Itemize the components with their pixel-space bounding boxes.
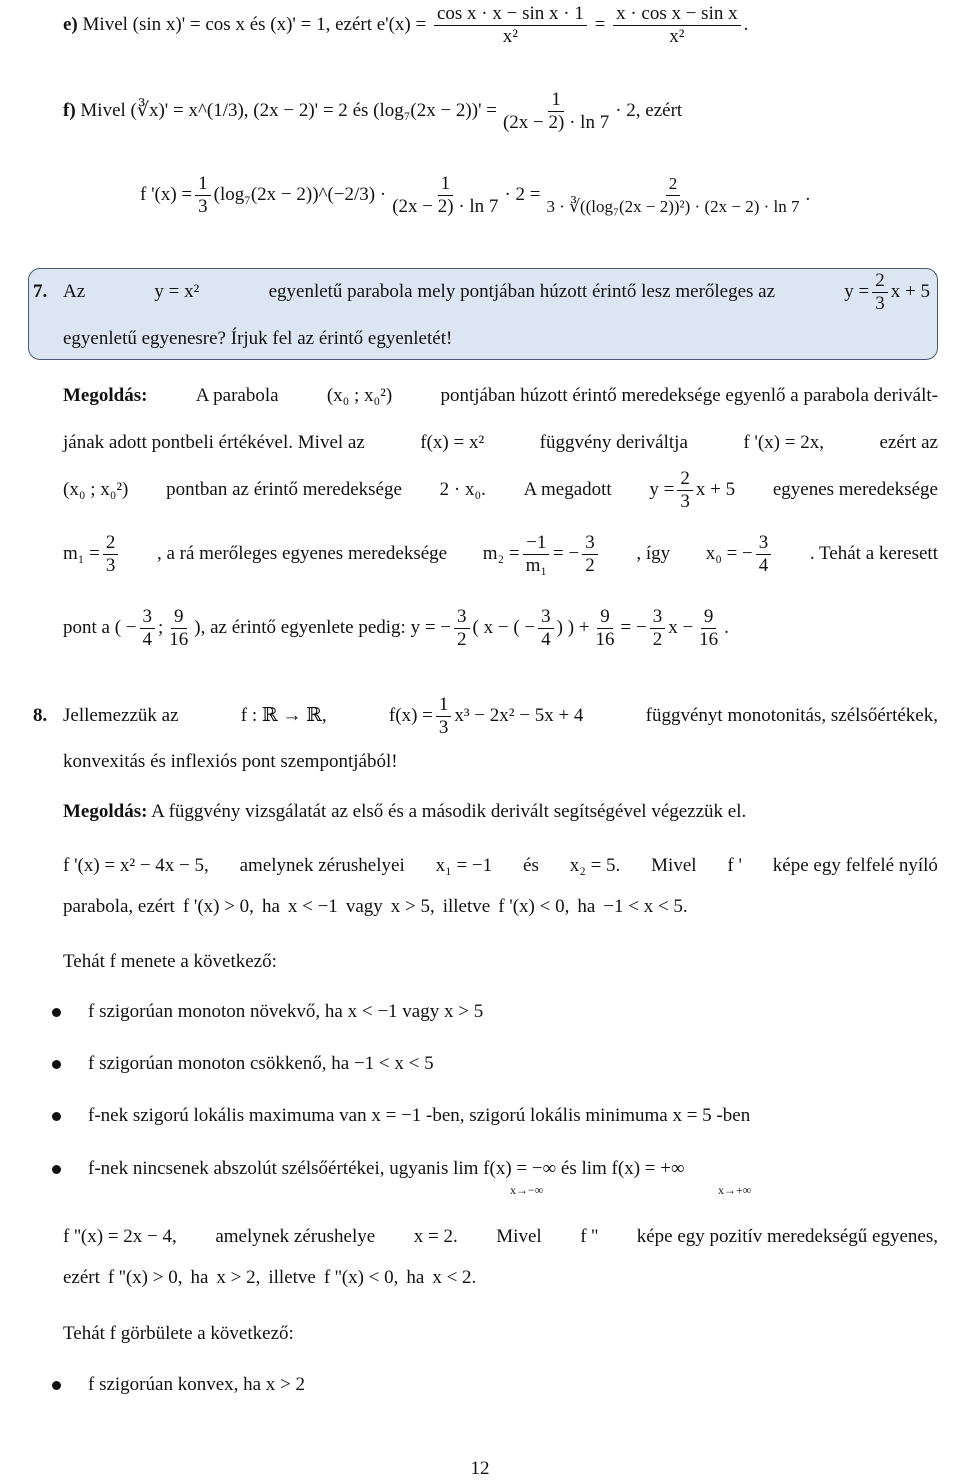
problem-7-text-a: Az	[63, 281, 86, 302]
fraction-numerator: −1	[523, 532, 549, 555]
solution-7-eq-rhs: x + 5	[695, 479, 736, 500]
solution-7-fraction	[756, 532, 772, 577]
solution-8-text: ha	[406, 1267, 425, 1288]
solution-7-x0: x₀ = −	[705, 543, 753, 564]
first-derivative: f '(x) = x² − 4x − 5,	[63, 855, 209, 876]
problem-7-line-eq-rhs: x + 5	[890, 281, 930, 302]
f-double-prime-symbol: f ''	[580, 1226, 599, 1247]
curvature-heading: Tehát f görbülete a következő:	[63, 1323, 294, 1344]
monotone-bullet-2: f szigorúan monoton csökkenő, ha −1 < x < 5	[88, 1053, 434, 1074]
fraction-numerator: 9	[597, 606, 613, 629]
solution-7-slope: 2 · x₀.	[439, 479, 486, 500]
second-derivative: f ''(x) = 2x − 4,	[63, 1226, 177, 1247]
monotone-bullet-4: f-nek nincsenek abszolút szélsőértékei, ugyanis lim f(x) = −∞ és lim f(x) = +∞	[88, 1158, 685, 1179]
solution-7-line-1	[63, 380, 938, 412]
fraction-numerator: x · cos x − sin x	[613, 3, 741, 26]
solution-7-fraction	[696, 606, 721, 651]
bullet-icon	[52, 1112, 61, 1121]
page-number: 12	[470, 1458, 490, 1479]
solution-7-text: pont a	[63, 617, 110, 638]
solution-7-label: Megoldás:	[63, 385, 148, 406]
solution-7-text: , a rá merőleges egyenes meredeksége	[156, 543, 448, 564]
fraction-denominator: m₁	[525, 554, 548, 576]
problem-8-line-2: konvexitás és inflexiós pont szempontjából!	[63, 751, 398, 772]
monotone-bullet-1: f szigorúan monoton növekvő, ha x < −1 vagy x > 5	[88, 1001, 484, 1022]
fraction-denominator: 2	[585, 554, 595, 576]
part-f-expr1: (∛x)' = x^(1/3),	[130, 100, 249, 121]
fraction-numerator: 1	[195, 173, 211, 196]
part-f-label: f)	[63, 100, 76, 121]
part-e-text-b: és	[249, 13, 266, 35]
solution-8-text: amelynek zérushelye	[215, 1226, 376, 1247]
fraction-numerator: 3	[538, 606, 554, 629]
problem-8-text: függvényt monotonitás, szélsőértékek,	[645, 705, 938, 726]
solution-7-eq-lhs: y =	[649, 479, 675, 500]
solution-7-line-5	[63, 602, 938, 654]
inequality: x > 5,	[390, 896, 435, 917]
problem-8-polynomial: x³ − 2x² − 5x + 4	[454, 705, 584, 726]
equals-sign: =	[594, 13, 606, 35]
fraction-denominator: (2x − 2) · ln 7	[502, 111, 610, 133]
solution-7-text: , az érintő egyenlete pedig:	[200, 617, 406, 638]
part-f-l2-fraction-3	[543, 173, 802, 218]
part-e-text-a: Mivel	[82, 13, 128, 35]
solution-7-line-4	[63, 528, 938, 580]
part-e-expr2: (x)' = 1, ezért e'(x) =	[270, 13, 427, 35]
solution-7-line-3	[63, 466, 938, 514]
inequality: f '(x) > 0,	[182, 896, 254, 917]
period: .	[805, 184, 811, 205]
solution-8-text: ha	[261, 896, 280, 917]
solution-7-text: egyenes meredeksége	[772, 479, 938, 500]
fraction-denominator: 3 · ∛((log₇(2x − 2))²) · (2x − 2) · ln 7	[546, 196, 800, 216]
solution-7-fraction	[593, 606, 618, 651]
solution-8-text: ha	[577, 896, 596, 917]
problem-7-fraction	[872, 270, 888, 315]
part-f-l2-mid: (log₇(2x − 2))^(−2/3) ·	[213, 184, 387, 205]
part-e-fraction-2	[613, 3, 741, 48]
solution-7-derivative: f '(x) = 2x,	[743, 432, 824, 453]
problem-8-number: 8.	[33, 705, 48, 726]
part-e-label: e)	[63, 13, 78, 35]
fraction-numerator: 3	[140, 606, 156, 629]
solution-7-point: (x₀ ; x₀²)	[63, 479, 129, 500]
solution-8-second-derivative-line-1	[63, 1225, 938, 1249]
part-f-l2-mid2: · 2 =	[504, 184, 541, 205]
fraction-denominator: 16	[699, 628, 719, 650]
fraction-denominator: 3	[198, 195, 208, 217]
solution-8-text: illetve	[442, 896, 491, 917]
problem-8-mapping: f : ℝ → ℝ,	[240, 705, 327, 726]
root-x2: x₂ = 5.	[569, 855, 621, 876]
inequality: x < 2.	[432, 1267, 477, 1288]
solution-8-text: Mivel	[496, 1226, 542, 1247]
part-f-l2-fraction-1	[195, 173, 211, 218]
inequality: f ''(x) < 0,	[323, 1267, 399, 1288]
inequality: −1 < x < 5.	[603, 896, 688, 917]
solution-7-fraction	[140, 606, 156, 651]
inequality: f ''(x) > 0,	[107, 1267, 183, 1288]
solution-7-fraction	[103, 532, 119, 577]
solution-7-fraction	[538, 606, 554, 651]
inequality: x < −1	[287, 896, 338, 917]
solution-8-intro-text: A függvény vizsgálatát az első és a második derivált segítségével végezzük el.	[151, 801, 747, 822]
solution-8-derivative-line-1	[63, 854, 938, 878]
fraction-numerator: cos x · x − sin x · 1	[434, 3, 587, 26]
problem-7-line-2: egyenletű egyenesre? Írjuk fel az érintő egyenletét!	[63, 328, 453, 349]
fraction-denominator: 3	[105, 554, 116, 576]
solution-7-semicolon: ;	[158, 617, 164, 638]
problem-8-function-lhs: f(x) =	[388, 705, 433, 726]
bullet-icon	[52, 1381, 61, 1390]
part-f-fraction	[500, 89, 612, 134]
problem-7-line-1	[33, 269, 930, 314]
solution-7-point: (x₀ ; x₀²)	[326, 385, 393, 406]
fraction-denominator: 3	[875, 292, 885, 314]
solution-7-x: x −	[668, 617, 694, 638]
part-e-line	[63, 2, 938, 48]
fraction-numerator: 3	[582, 532, 598, 555]
fraction-numerator: 2	[666, 173, 681, 196]
solution-7-fraction	[582, 532, 598, 577]
limit-subscript-2: x→+∞	[718, 1183, 752, 1197]
fraction-denominator: x²	[502, 25, 518, 47]
problem-8-text: Jellemezzük az	[63, 705, 179, 726]
solution-7-m2: m₂ =	[482, 543, 520, 564]
fraction-denominator: 2	[652, 628, 663, 650]
solution-7-text: . Tehát a keresett	[809, 543, 938, 564]
solution-8-text: ezért	[63, 1267, 100, 1288]
fraction-denominator: x²	[669, 25, 685, 47]
solution-7-tangent-mid: ( x − ( −	[472, 617, 536, 638]
inequality: x > 2,	[216, 1267, 261, 1288]
solution-7-tangent-mid2: ) ) +	[556, 617, 590, 638]
solution-7-text: A parabola	[195, 385, 279, 406]
fraction-numerator: 1	[438, 173, 454, 196]
solution-8-second-derivative-line-2	[63, 1266, 938, 1290]
curvature-bullet-1: f szigorúan konvex, ha x > 2	[88, 1374, 306, 1395]
solution-7-function: f(x) = x²	[420, 432, 485, 453]
problem-7-number: 7.	[33, 281, 48, 302]
root-x1: x₁ = −1	[435, 855, 493, 876]
limit-subscript-1: x→−∞	[510, 1183, 544, 1197]
fraction-numerator: 2	[103, 532, 119, 555]
fraction-denominator: 3	[680, 490, 690, 512]
solution-7-fraction	[166, 606, 191, 651]
fraction-numerator: 3	[756, 532, 772, 555]
part-f-l2-fraction-2	[389, 173, 501, 218]
solution-8-text: képe egy pozitív meredekségű egyenes,	[636, 1226, 938, 1247]
solution-8-text: és	[523, 855, 539, 876]
solution-7-fraction	[650, 606, 666, 651]
part-f-expr4: · 2, ezért	[615, 100, 683, 121]
solution-7-text: A megadott	[523, 479, 612, 500]
bullet-icon	[52, 1165, 61, 1174]
solution-8-text: illetve	[268, 1267, 316, 1288]
solution-7-fraction	[523, 532, 550, 577]
solution-7-text: pontban az érintő meredeksége	[166, 479, 402, 500]
part-f-line-1	[63, 88, 938, 134]
solution-7-line-2	[63, 427, 938, 459]
fraction-denominator: 4	[142, 628, 153, 650]
solution-8-derivative-line-2	[63, 895, 938, 919]
solution-8-text: parabola, ezért	[63, 896, 175, 917]
solution-7-eq: = −	[553, 543, 580, 564]
part-f-text-a: Mivel	[80, 100, 126, 121]
solution-8-text: ha	[190, 1267, 209, 1288]
fraction-denominator: 16	[595, 628, 615, 650]
bullet-icon	[52, 1008, 61, 1017]
fraction-numerator: 2	[872, 270, 888, 293]
fraction-denominator: 2	[457, 628, 467, 650]
period: .	[743, 13, 749, 35]
solution-8-text: Mivel	[651, 855, 697, 876]
problem-7-line-eq-lhs: y =	[844, 281, 870, 302]
fraction-numerator: 3	[650, 606, 666, 629]
fraction-denominator: 16	[169, 628, 189, 650]
solution-7-fraction	[677, 468, 693, 513]
solution-7-fraction	[454, 606, 470, 651]
fraction-numerator: 3	[454, 606, 470, 629]
fraction-denominator: 4	[541, 628, 551, 650]
solution-7-text: jának adott pontbeli értékével. Mivel az	[63, 432, 365, 453]
solution-7-text: ezért az	[879, 432, 938, 453]
solution-7-point-open: ( −	[114, 617, 137, 638]
problem-7-parabola-eq: y = x²	[154, 281, 200, 302]
part-f-text-b: és	[352, 100, 369, 121]
solution-7-text: pontjában húzott érintő meredeksége egyenlő a parabola derivált-	[440, 385, 938, 406]
solution-7-text: , így	[636, 543, 671, 564]
monotone-bullet-3: f-nek szigorú lokális maximuma van x = −1 -ben, szigorú lokális minimuma x = 5 -ben	[88, 1105, 751, 1126]
fraction-denominator: 3	[438, 716, 449, 738]
fraction-numerator: 1	[548, 89, 564, 112]
fraction-denominator: 4	[758, 554, 769, 576]
period: .	[724, 617, 729, 638]
inflection-root: x = 2.	[413, 1226, 458, 1247]
solution-8-text: vagy	[345, 896, 383, 917]
part-f-line-2	[140, 160, 938, 230]
fraction-numerator: 9	[701, 606, 717, 629]
part-f-derivative-lhs: f '(x) =	[140, 184, 193, 205]
solution-7-point-close: )	[194, 617, 201, 638]
fraction-numerator: 9	[171, 606, 187, 629]
part-f-expr2: (2x − 2)' = 2	[253, 100, 348, 121]
part-e-expr1: (sin x)' = cos x	[132, 13, 245, 35]
fraction-numerator: 1	[436, 694, 452, 717]
solution-8-text: képe egy felfelé nyíló	[772, 855, 938, 876]
inequality: f '(x) < 0,	[498, 896, 570, 917]
solution-7-text: függvény deriváltja	[539, 432, 688, 453]
solution-7-m1: m₁ =	[63, 543, 100, 564]
problem-7-text-b: egyenletű parabola mely pontjában húzott érintő lesz merőleges az	[268, 281, 776, 302]
fraction-numerator: 2	[677, 468, 693, 491]
solution-7-tangent-lhs: y = −	[410, 617, 452, 638]
solution-8-intro	[63, 800, 938, 824]
f-prime-symbol: f '	[727, 855, 742, 876]
problem-8-line-1	[33, 692, 938, 740]
fraction-denominator: (2x − 2) · ln 7	[392, 195, 499, 217]
monotone-heading: Tehát f menete a következő:	[63, 951, 277, 972]
problem-8-fraction	[436, 694, 452, 739]
solution-8-label: Megoldás:	[63, 801, 148, 822]
bullet-icon	[52, 1060, 61, 1069]
part-e-fraction-1	[434, 3, 587, 48]
part-f-expr3: (log₇(2x − 2))' =	[373, 100, 497, 121]
solution-7-eq: = −	[620, 617, 647, 638]
solution-8-text: amelynek zérushelyei	[239, 855, 405, 876]
